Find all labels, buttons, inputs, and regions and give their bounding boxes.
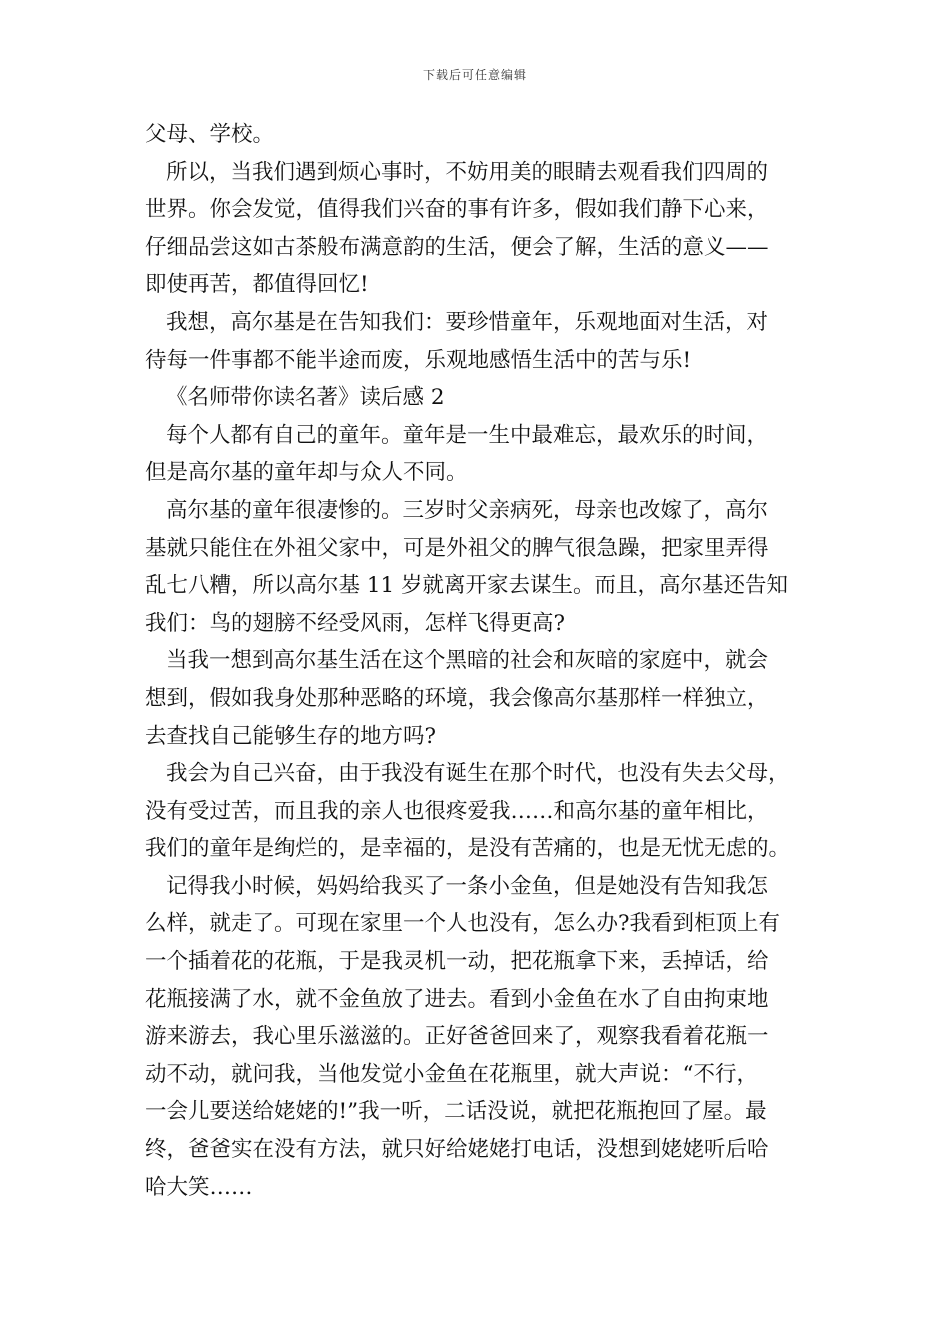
text-line: 所以，当我们遇到烦心事时，不妨用美的眼睛去观看我们四周的 <box>166 159 769 185</box>
text-line: 父母、学校。 <box>145 122 275 147</box>
text-line: 么样，就走了。可现在家里一个人也没有，怎么办?我看到柜顶上有 <box>145 911 781 937</box>
text-line: 每个人都有自己的童年。童年是一生中最难忘，最欢乐的时间， <box>166 422 769 448</box>
text-line: 我们：鸟的翅膀不经受风雨，怎样飞得更高? <box>145 610 566 636</box>
text-line: 即使再苦，都值得回忆! <box>145 272 369 298</box>
text-line: 但是高尔基的童年却与众人不同。 <box>145 460 468 486</box>
text-line: 我们的童年是绚烂的，是幸福的，是没有苦痛的，也是无忧无虑的。 <box>145 836 791 862</box>
text-line: 高尔基的童年很凄惨的。三岁时父亲病死，母亲也改嫁了，高尔 <box>166 497 769 523</box>
text-line: 一会儿要送给姥姥的!”我一听，二话没说，就把花瓶抱回了屋。最 <box>145 1099 767 1125</box>
document-body <box>145 116 815 1206</box>
text-line: 待每一件事都不能半途而废，乐观地感悟生活中的苦与乐! <box>145 347 692 373</box>
text-line: 花瓶接满了水，就不金鱼放了进去。看到小金鱼在水了自由拘束地 <box>145 986 769 1012</box>
text-line: 当我一想到高尔基生活在这个黑暗的社会和灰暗的家庭中，就会 <box>166 648 769 674</box>
text-line: 没有受过苦，而且我的亲人也很疼爱我……和高尔基的童年相比， <box>145 798 769 824</box>
text-line: 基就只能住在外祖父家中，可是外祖父的脾气很急躁，把家里弄得 <box>145 535 769 561</box>
text-line: 世界。你会发觉，值得我们兴奋的事有许多，假如我们静下心来， <box>145 197 769 223</box>
text-line: 游来游去，我心里乐滋滋的。正好爸爸回来了，观察我看着花瓶一 <box>145 1024 769 1050</box>
text-line: 记得我小时候，妈妈给我买了一条小金鱼，但是她没有告知我怎 <box>166 873 769 899</box>
text-line: 我想，高尔基是在告知我们：要珍惜童年，乐观地面对生活，对 <box>166 309 769 335</box>
text-line: 一个插着花的花瓶，于是我灵机一动，把花瓶拿下来，丢掉话，给 <box>145 949 769 975</box>
text-line: 终，爸爸实在没有方法，就只好给姥姥打电话，没想到姥姥听后哈 <box>145 1137 769 1163</box>
text-line: 乱七八糟，所以高尔基 11 岁就离开家去谋生。而且，高尔基还告知 <box>145 573 789 599</box>
text-line: 想到，假如我身处那种恶略的环境，我会像高尔基那样一样独立， <box>145 685 769 711</box>
text-line: 哈大笑…… <box>145 1174 253 1200</box>
text-line: 动不动，就问我，当他发觉小金鱼在花瓶里，就大声说：“不行， <box>145 1061 758 1087</box>
text-line: 我会为自己兴奋，由于我没有诞生在那个时代，也没有失去父母， <box>166 761 790 787</box>
page-header: 下载后可任意编辑 <box>422 68 527 82</box>
section-title: 《名师带你读名著》读后感 2 <box>166 385 445 411</box>
text-line: 仔细品尝这如古茶般布满意韵的生活，便会了解，生活的意义—— <box>145 234 769 260</box>
text-line: 去查找自己能够生存的地方吗? <box>145 723 437 749</box>
